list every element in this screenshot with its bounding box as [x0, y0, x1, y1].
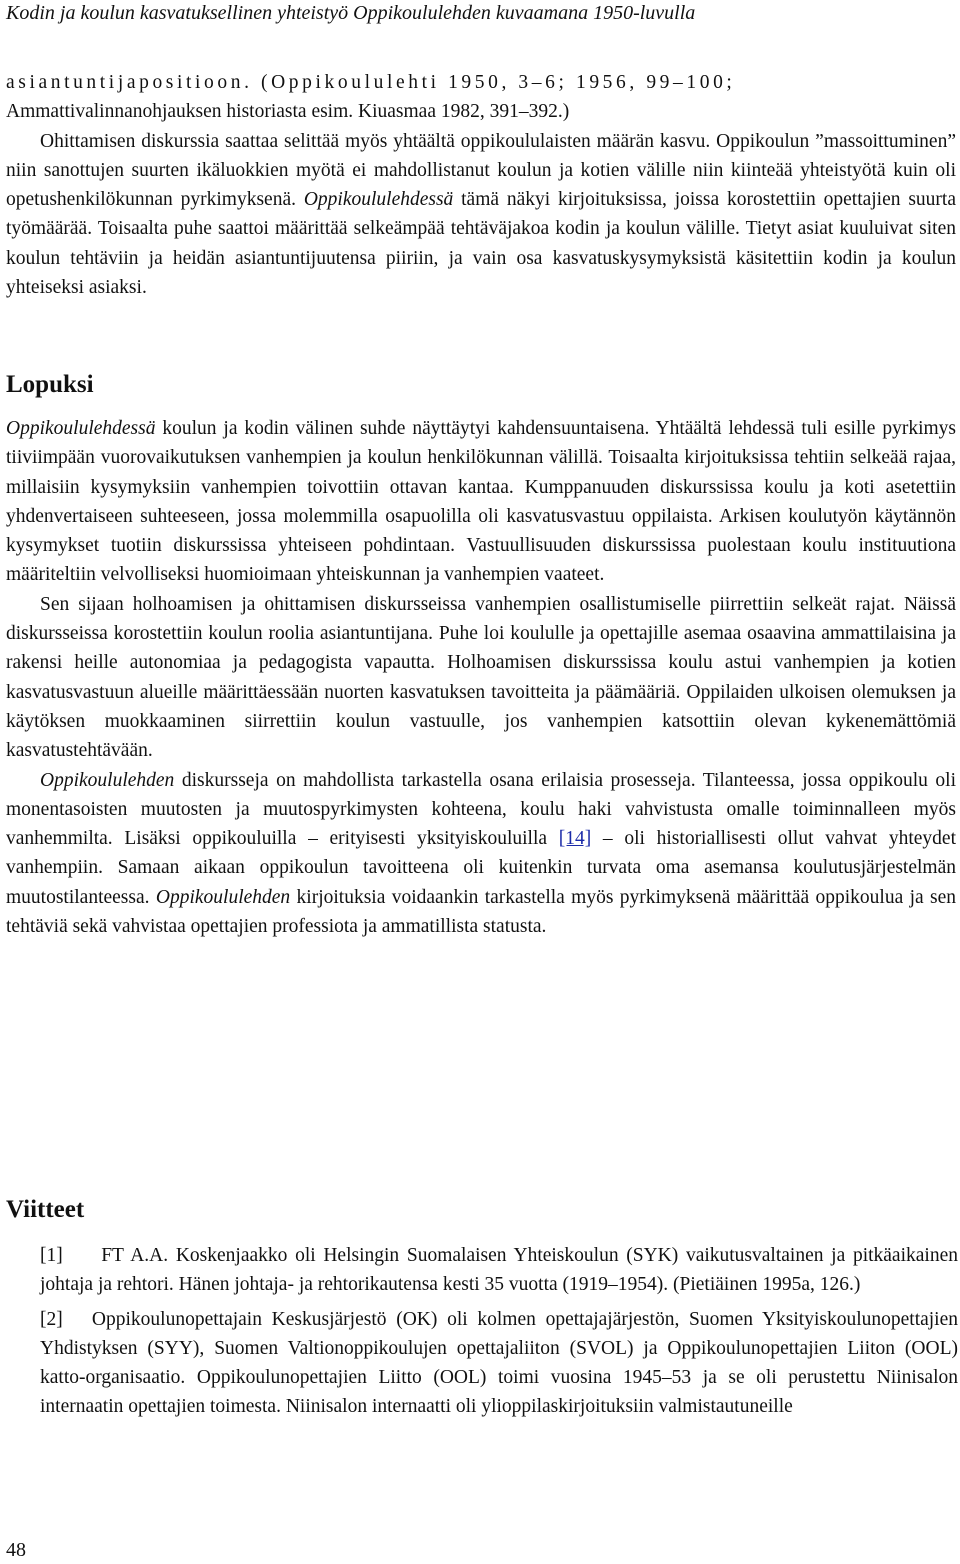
- section-heading-lopuksi: Lopuksi: [6, 371, 94, 398]
- footnote-text: Oppikoulunopettajain Keskusjärjestö (OK) oli kolmen opettajajärjestön, Suomen Yksityiskoulunopettajien Yhdistyksen (SYY), Suomen Valtionoppikoulujen opettajaliiton (SVOL) ja Oppikoulunopettajien Liiton (OOL) katto-organisaatio. Oppikoulunopettajien Liitto (OOL) toimi vuosina 1945–53 ja se oli perustettu Niinisalon internaatin opettajien toimesta. Niinisalon internaatti oli ylioppilaskirjoituksiin valmistautuneille: [40, 1309, 959, 1417]
- footnote-ref-14[interactable]: [14]: [558, 828, 592, 850]
- journal-title-italic: Oppikoululehden: [155, 886, 291, 908]
- running-head: Kodin ja koulun kasvatuksellinen yhteistyö Oppikoululehden kuvaamana 1950-luvulla: [6, 2, 696, 24]
- journal-title-italic: Oppikoululehdessä: [303, 189, 454, 211]
- lopuksi-paragraph-1: [6, 414, 956, 590]
- footnote-text: FT A.A. Koskenjaakko oli Helsingin Suomalaisen Yhteiskoulun (SYK) vaikutusvaltainen ja pitkäaikainen johtaja ja rehtori. Hänen johtaja- ja rehtorikautensa kesti 35 vuotta (1919–1954). (Pietiäinen 1995a, 126.): [40, 1245, 958, 1295]
- journal-title-italic: Oppikoululehden: [40, 769, 175, 791]
- page-number: 48: [6, 1539, 26, 1561]
- intro-block: [6, 68, 956, 302]
- intro-paragraph-rest: tämä näkyi kirjoituksissa, joissa korostettiin opettajien suurta työmäärää. Toisaalta puhe saattoi määrittää selkeämpää tehtäväjakoa kodin ja koulun välille. Tietyt asiat kuuluivat siten koulun tehtäviin ja heidän asiantuntijuutensa piiriin, ja vain osa kasvatuskysymyksistä käsitettiin kodin ja koulun yhteiseksi asiaksi.: [6, 189, 956, 299]
- lopuksi-block: [6, 414, 956, 941]
- lopuksi-paragraph-2: Sen sijaan holhoamisen ja ohittamisen diskursseissa vanhempien osallistumiselle piirrettiin selkeät rajat. Näissä diskursseissa korostettiin koulun roolia asiantuntijana. Puhe loi koululle ja opettajille asemaa osaavina ammattilaisina ja rakensi heille autonomiaa ja pedagogista vapautta. Holhoamisen diskurssissa koulu astui vanhempien ja kotien kasvatusvastuun alueille määrittäessään nuorten kasvatuksen tavoitteita ja päämääriä. Oppilaiden ulkoisen olemuksen ja käytöksen muokkaaminen siirrettiin koulun vastuulle, jos vanhempien katsottiin olevan kykenemättömiä kasvatustehtävään.: [6, 593, 956, 762]
- footnotes-list: [40, 1241, 958, 1427]
- lopuksi-p3-a: diskursseja on mahdollista tarkastella osana erilaisia prosesseja. Tilanteessa, jossa oppikoulu oli monentasoisten muutosten ja muutospyrkimysten kohteena, koulu haki vahvistusta omalle toiminnalleen myös vanhemmilta. Lisäksi oppikouluilla – erityisesti yksityiskouluilla: [6, 769, 956, 850]
- lopuksi-p1-text: koulun ja kodin välinen suhde näyttäytyi kahdensuuntaisena. Yhtäältä lehdessä tuli esille pyrkimys tiiviimpään vuorovaikutuksen vanhempien ja koulun henkilökunnan välillä. Toisaalta kirjoituksissa tehtiin selkeää rajaa, millaisiin kysymyksiin vanhempien toivottiin ottavan kantaa. Kumppanuuden diskurssissa koulu ja koti asetettiin yhdenvertaiseen suhteeseen, jossa molemmilla osapuolilla oli kasvatusvastuu oppilaista. Arkisen koulutyön käytännön kysymykset tuotiin diskurssissa yhteiseen pohdintaan. Vastuullisuuden diskurssissa puolestaan koulu instituutiona määriteltiin velvolliseksi huomioimaan yhteiskunnan ja vanhempien vaateet.: [6, 418, 956, 586]
- lopuksi-p3-c: kirjoituksia voidaankin tarkastella myös pyrkimyksenä määrittää oppikoulua ja sen tehtäviä sekä vahvistaa opettajien professiota ja ammatillista statusta.: [6, 886, 956, 938]
- footnote-number: [2]: [40, 1309, 63, 1330]
- journal-title-italic: Oppikoululehdessä: [6, 418, 156, 439]
- intro-paragraph-text: Ohittamisen diskurssia saattaa selittää myös yhtäältä oppikoululaisten määrän kasvu. Oppikoulun ”massoittuminen” niin sanottujen suurten ikäluokkien myötä ei mahdollistanut koulun ja kotien välille niin kiinteää yhteistyötä kuin oli opetushenkilökunnan pyrkimyksenä.: [6, 130, 956, 211]
- lopuksi-paragraph-3: [6, 766, 956, 942]
- intro-line-2: Ammattivalinnanohjauksen historiasta esim. Kiuasmaa 1982, 391–392.): [6, 101, 570, 123]
- footnote-number: [1]: [40, 1245, 63, 1266]
- lopuksi-p3-b: – oli historiallisesti ollut vahvat yhteydet vanhempiin. Samaan aikaan oppikoulun tavoitteena oli kuitenkin turvata oma asemansa koulutusjärjestelmän muutostilanteessa.: [6, 828, 957, 908]
- intro-line-1: asiantuntijapositioon. (Oppikoululehti 1950, 3–6; 1956, 99–100;: [6, 72, 736, 93]
- footnote-2: [40, 1305, 958, 1421]
- section-heading-viitteet: Viitteet: [6, 1196, 85, 1223]
- intro-paragraph: [6, 127, 956, 303]
- footnote-1: [40, 1241, 958, 1299]
